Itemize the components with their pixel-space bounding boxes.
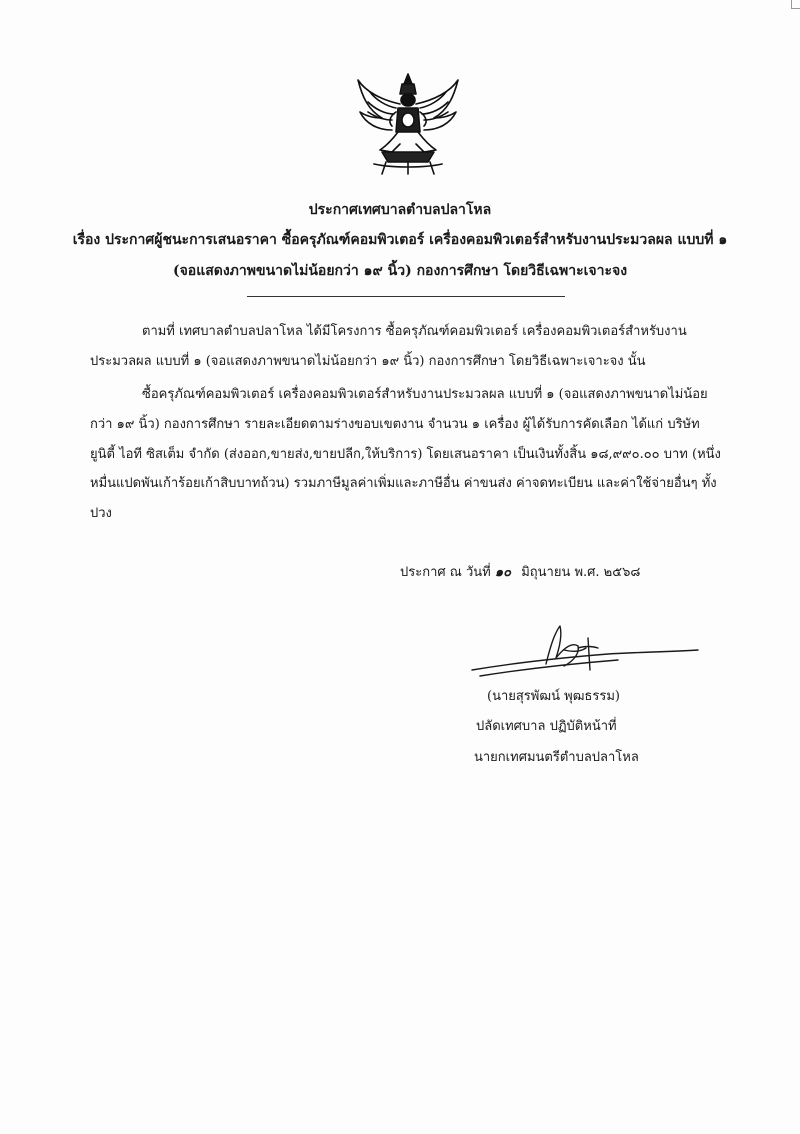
announce-month-year: มิถุนายน พ.ศ. ๒๕๖๘ (521, 565, 641, 580)
body-paragraph-2-line-1: ซื้อครุภัณฑ์คอมพิวเตอร์ เครื่องคอมพิวเตอร์สำหรับงานประมวลผล แบบที่ ๑ (จอแสดงภาพขนาดไม่น้อย (142, 387, 708, 402)
document-subject-line-2: (จอแสดงภาพขนาดไม่น้อยกว่า ๑๙ นิ้ว) กองการศึกษา โดยวิธีเฉพาะเจาะจง (172, 263, 628, 279)
announce-date-line (400, 563, 640, 583)
signer-position-2: นายกเทศมนตรีตำบลปลาโหล (474, 750, 639, 765)
signer-name: (นายสุรพัฒน์ พุฒธรรม) (487, 689, 620, 704)
header-divider (247, 296, 565, 297)
garuda-emblem-icon (352, 70, 464, 178)
body-paragraph-2-line-4: หมื่นแปดพันเก้าร้อยเก้าสิบบาทถ้วน) รวมภาษีมูลค่าเพิ่มและภาษีอื่น ค่าขนส่ง ค่าจดทะเบียน และค่าใช้จ่ายอื่นๆ ทั้ง (90, 476, 717, 491)
document-title: ประกาศเทศบาลตำบลปลาโหล (308, 202, 492, 218)
announce-day: ๑๐ (494, 565, 512, 580)
body-paragraph-1-line-2: ประมวลผล แบบที่ ๑ (จอแสดงภาพขนาดไม่น้อยกว่า ๑๙ นิ้ว) กองการศึกษา โดยวิธีเฉพาะเจาะจง นั้น (90, 354, 646, 369)
body-paragraph-2-line-3: ยูนิตี้ ไอที ซิสเต็ม จำกัด (ส่งออก,ขายส่ง,ขายปลีก,ให้บริการ) โดยเสนอราคา เป็นเงินทั้งสิ้น ๑๘,๙๙๐.๐๐ บาท (หนึ่ง (90, 447, 721, 462)
body-paragraph-1-line-1: ตามที่ เทศบาลตำบลปลาโหล ได้มีโครงการ ซื้อครุภัณฑ์คอมพิวเตอร์ เครื่องคอมพิวเตอร์สำหรับงาน (142, 324, 687, 339)
signer-position-1: ปลัดเทศบาล ปฏิบัติหน้าที่ (476, 719, 617, 734)
page-corner-mark (791, 0, 800, 9)
handwritten-signature (468, 618, 708, 688)
document-subject-line-1: เรื่อง ประกาศผู้ชนะการเสนอราคา ซื้อครุภัณฑ์คอมพิวเตอร์ เครื่องคอมพิวเตอร์สำหรับงานประมวลผล แบบที่ ๑ (72, 232, 728, 248)
body-paragraph-2-line-5: ปวง (90, 506, 112, 521)
body-paragraph-2-line-2: กว่า ๑๙ นิ้ว) กองการศึกษา รายละเอียดตามร่างขอบเขตงาน จำนวน ๑ เครื่อง ผู้ได้รับการคัดเลือก ได้แก่ บริษัท (90, 417, 700, 432)
announce-prefix: ประกาศ ณ วันที่ (400, 565, 491, 580)
